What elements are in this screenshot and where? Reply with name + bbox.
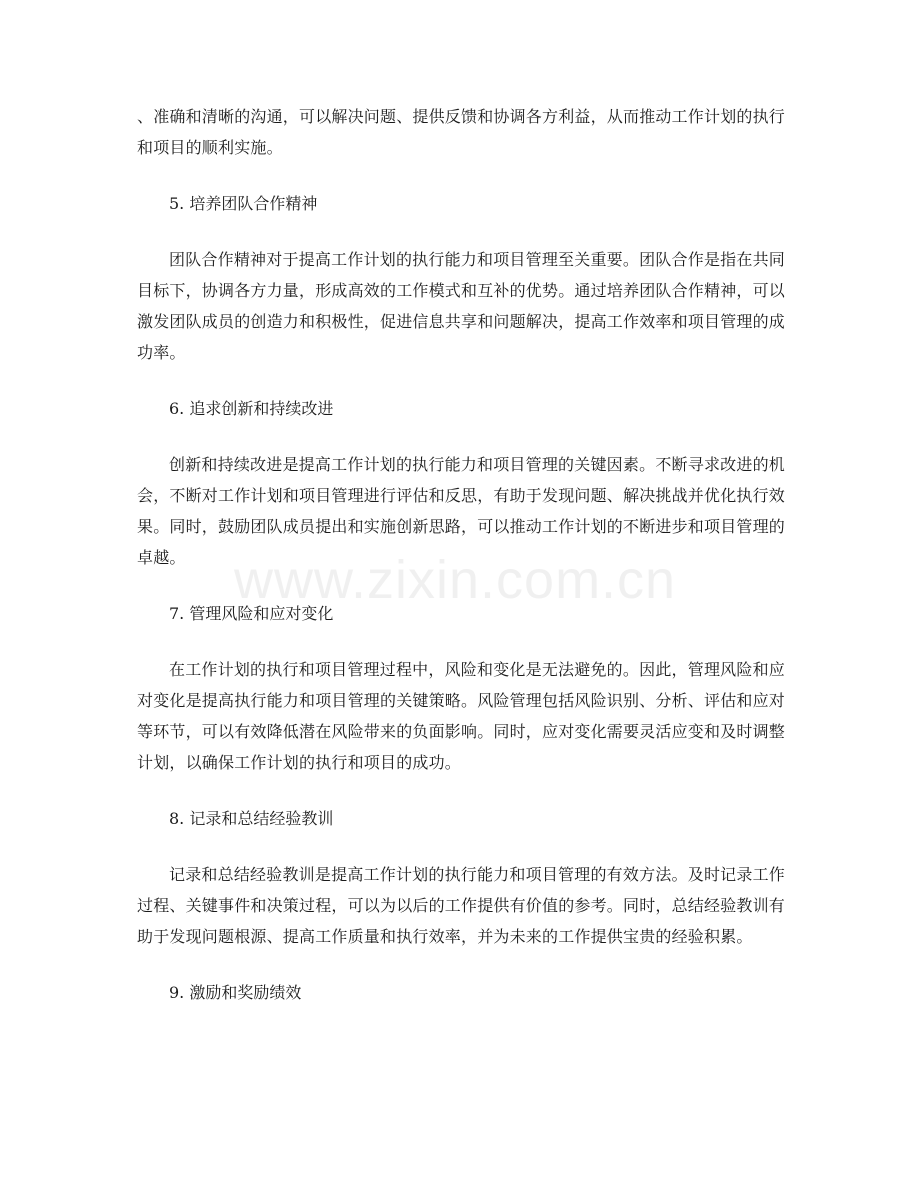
section-body-7: 在工作计划的执行和项目管理过程中，风险和变化是无法避免的。因此，管理风险和应对变化是提高执行能力和项目管理的关键策略。风险管理包括风险识别、分析、评估和应对等环节，可以有效降低潜在风险带来的负面影响。同时，应对变化需要灵活应变和及时调整计划，以确保工作计划的执行和项目的成功。 bbox=[137, 660, 786, 772]
intro-paragraph: 、准确和清晰的沟通，可以解决问题、提供反馈和协调各方利益，从而推动工作计划的执行和项目的顺利实施。 bbox=[137, 107, 786, 157]
section-heading-9: 9. 激励和奖励绩效 bbox=[169, 983, 302, 1002]
section-heading-8: 8. 记录和总结经验教训 bbox=[169, 809, 334, 828]
document-content bbox=[137, 101, 785, 1008]
watermark-text: www.zixin.com.cn bbox=[234, 550, 677, 610]
section-body-6: 创新和持续改进是提高工作计划的执行能力和项目管理的关键因素。不断寻求改进的机会，不断对工作计划和项目管理进行评估和反思，有助于发现问题、解决挑战并优化执行效果。同时，鼓励团队成员提出和实施创新思路，可以推动工作计划的不断进步和项目管理的卓越。 bbox=[137, 455, 786, 567]
section-body-8: 记录和总结经验教训是提高工作计划的执行能力和项目管理的有效方法。及时记录工作过程、关键事件和决策过程，可以为以后的工作提供有价值的参考。同时，总结经验教训有助于发现问题根源、提高工作质量和执行效率，并为未来的工作提供宝贵的经验积累。 bbox=[137, 865, 786, 946]
section-heading-5: 5. 培养团队合作精神 bbox=[169, 194, 318, 213]
section-heading-7: 7. 管理风险和应对变化 bbox=[169, 604, 334, 623]
section-body-5: 团队合作精神对于提高工作计划的执行能力和项目管理至关重要。团队合作是指在共同目标下，协调各方力量，形成高效的工作模式和互补的优势。通过培养团队合作精神，可以激发团队成员的创造力和积极性，促进信息共享和问题解决，提高工作效率和项目管理的成功率。 bbox=[137, 250, 786, 362]
section-heading-6: 6. 追求创新和持续改进 bbox=[169, 399, 334, 418]
